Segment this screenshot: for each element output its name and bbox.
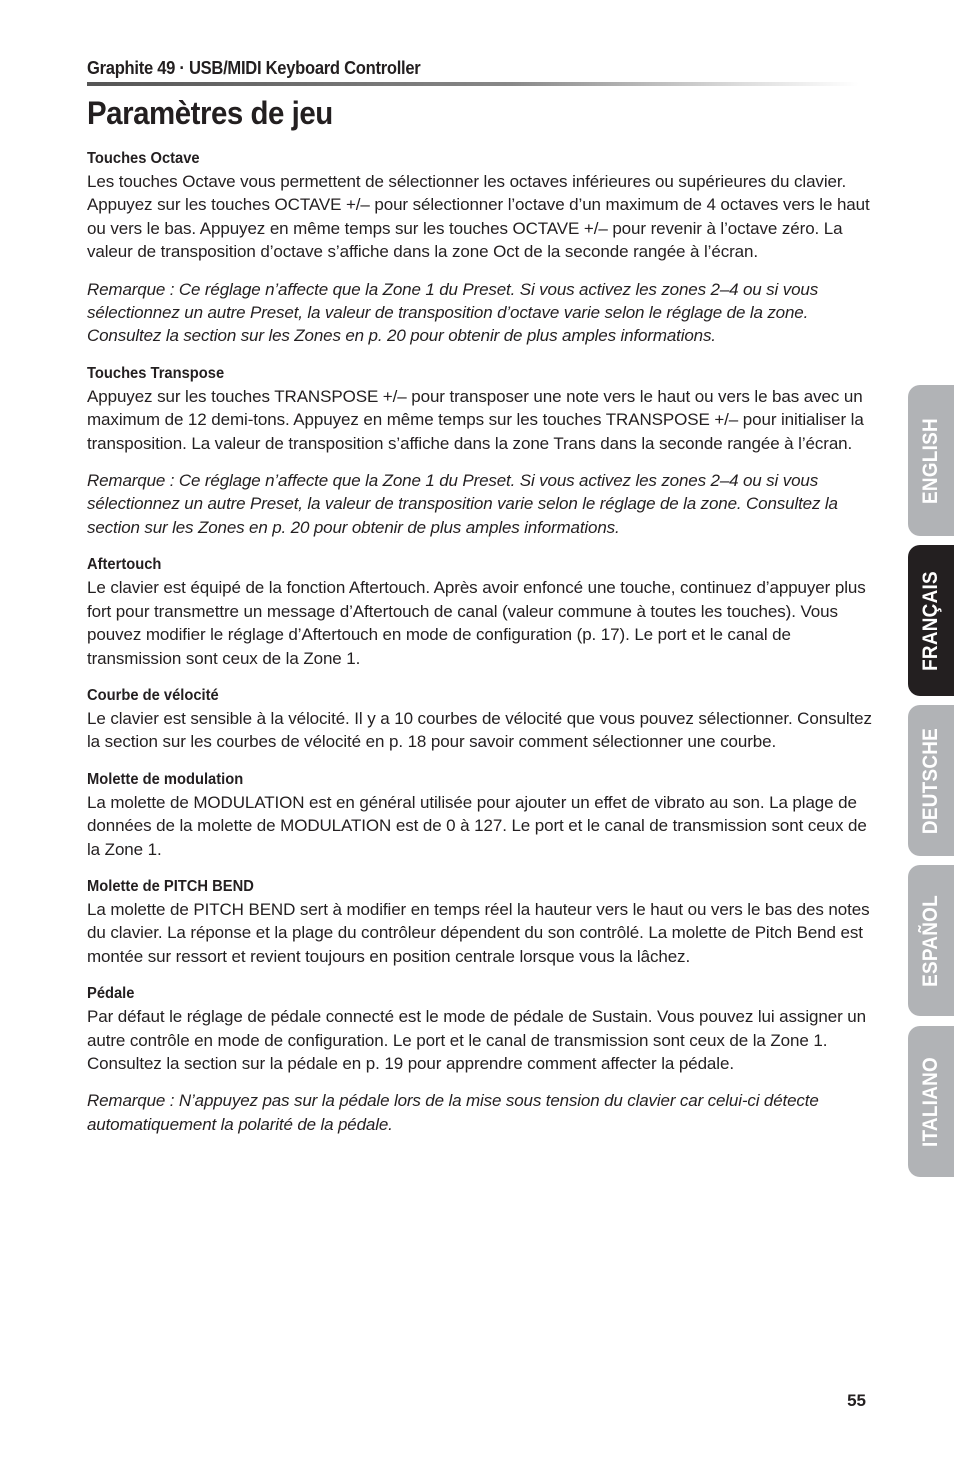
section-heading: Aftertouch [87, 556, 162, 574]
tab-deutsche[interactable] [908, 705, 954, 856]
page-title: Paramètres de jeu [87, 95, 333, 131]
tab-label: ENGLISH [919, 417, 942, 504]
page-number: 55 [847, 1391, 866, 1410]
section-body: Les touches Octave vous permettent de sélectionner les octaves inférieures ou supérieures du clavier. Appuyez sur les touches OCTAVE +/– pour sélectionner l’octave d’un maximum de 4 octaves vers le haut ou vers le bas. Appuyez en même temps sur les touches OCTAVE +/– pour revenir à l’octave zéro. La valeur de transposition d’octave s’affiche dans la zone Oct de la seconde rangée à l’écran. [87, 172, 870, 262]
section-touches-transpose [87, 362, 872, 455]
note-pedale: Remarque : N’appuyez pas sur la pédale lors de la mise sous tension du clavier car celui-ci détecte automatiquement la polarité de la pédale. [87, 1091, 819, 1134]
running-header [87, 56, 859, 86]
section-heading: Pédale [87, 985, 135, 1003]
note-octave: Remarque : Ce réglage n’affecte que la Zone 1 du Preset. Si vous activez les zones 2–4 ou si vous sélectionnez un autre Preset, la valeur de transposition d’octave varie selon le réglage de la zone. Consultez la section sur les Zones en p. 20 pour obtenir de plus amples informations. [87, 279, 819, 346]
header-rule [87, 82, 859, 86]
section-heading: Molette de PITCH BEND [87, 877, 254, 895]
section-heading: Touches Octave [87, 150, 200, 167]
section-heading: Molette de modulation [87, 770, 244, 788]
section-courbe-velocite [87, 684, 872, 754]
section-body: Par défaut le réglage de pédale connecté est le mode de pédale de Sustain. Vous pouvez lui assigner un autre contrôle en mode de configuration. Le port et le canal de transmission sont ceux de la Zone 1. Consultez la section sur la pédale en p. 19 pour apprendre comment affecter la pédale. [87, 1007, 866, 1073]
section-body: La molette de MODULATION est en général utilisée pour ajouter un effet de vibrato au son. La plage de données de la molette de MODULATION est de 0 à 127. Le port et le canal de transmission sont ceux de la Zone 1. [87, 792, 867, 859]
section-molette-pitch-bend [87, 875, 872, 968]
tab-label: ITALIANO [919, 1056, 942, 1147]
section-body: Appuyez sur les touches TRANSPOSE +/– pour transposer une note vers le haut ou vers le bas avec un maximum de 12 demi-tons. Appuyez en même temps sur les touches TRANSPOSE +/– pour initialiser la transposition. La valeur de transposition s’affiche dans la zone Trans dans la seconde rangée à l’écran. [87, 386, 864, 453]
section-molette-modulation [87, 768, 872, 861]
section-body: Le clavier est équipé de la fonction Aftertouch. Après avoir enfoncé une touche, continuez d’appuyer plus fort pour transmettre un message d’Aftertouch de canal (valeur commune à toutes les touches). Vous pouvez modifier le réglage d’Aftertouch en mode de configuration (p. 17). Le port et le canal de transmission sont ceux de la Zone 1. [87, 578, 866, 668]
main-content [87, 147, 872, 1150]
section-pedale [87, 982, 872, 1075]
section-heading: Courbe de vélocité [87, 686, 219, 704]
section-body: La molette de PITCH BEND sert à modifier en temps réel la hauteur vers le haut ou vers le bas des notes du clavier. La réponse et la plage du contrôleur dépendent du son contrôlé. La molette de Pitch Bend est montée sur ressort et revient toujours en position centrale lorsque vous la lâchez. [87, 899, 870, 966]
section-aftertouch [87, 553, 872, 670]
tab-label: FRANÇAIS [919, 570, 942, 671]
section-body: Le clavier est sensible à la vélocité. Il y a 10 courbes de vélocité que vous pouvez sélectionner. Consultez la section sur les courbes de vélocité en p. 18 pour savoir comment sélectionner une courbe. [87, 708, 872, 752]
tab-label: ESPAÑOL [919, 894, 942, 987]
section-touches-octave [87, 147, 872, 264]
tab-espanol[interactable] [908, 865, 954, 1016]
tab-english[interactable] [908, 385, 954, 536]
section-heading: Touches Transpose [87, 364, 225, 382]
note-transpose: Remarque : Ce réglage n’affecte que la Zone 1 du Preset. Si vous activez les zones 2–4 ou si vous sélectionnez un autre Preset, la valeur de transposition varie selon le réglage de la zone. Consultez la section sur les Zones en p. 20 pour obtenir de plus amples informations. [87, 471, 838, 537]
tab-label: DEUTSCHE [919, 727, 942, 834]
tab-italiano[interactable] [908, 1026, 954, 1177]
tab-francais[interactable] [908, 545, 954, 696]
document-title: Graphite 49 · USB/MIDI Keyboard Controller [87, 58, 421, 78]
